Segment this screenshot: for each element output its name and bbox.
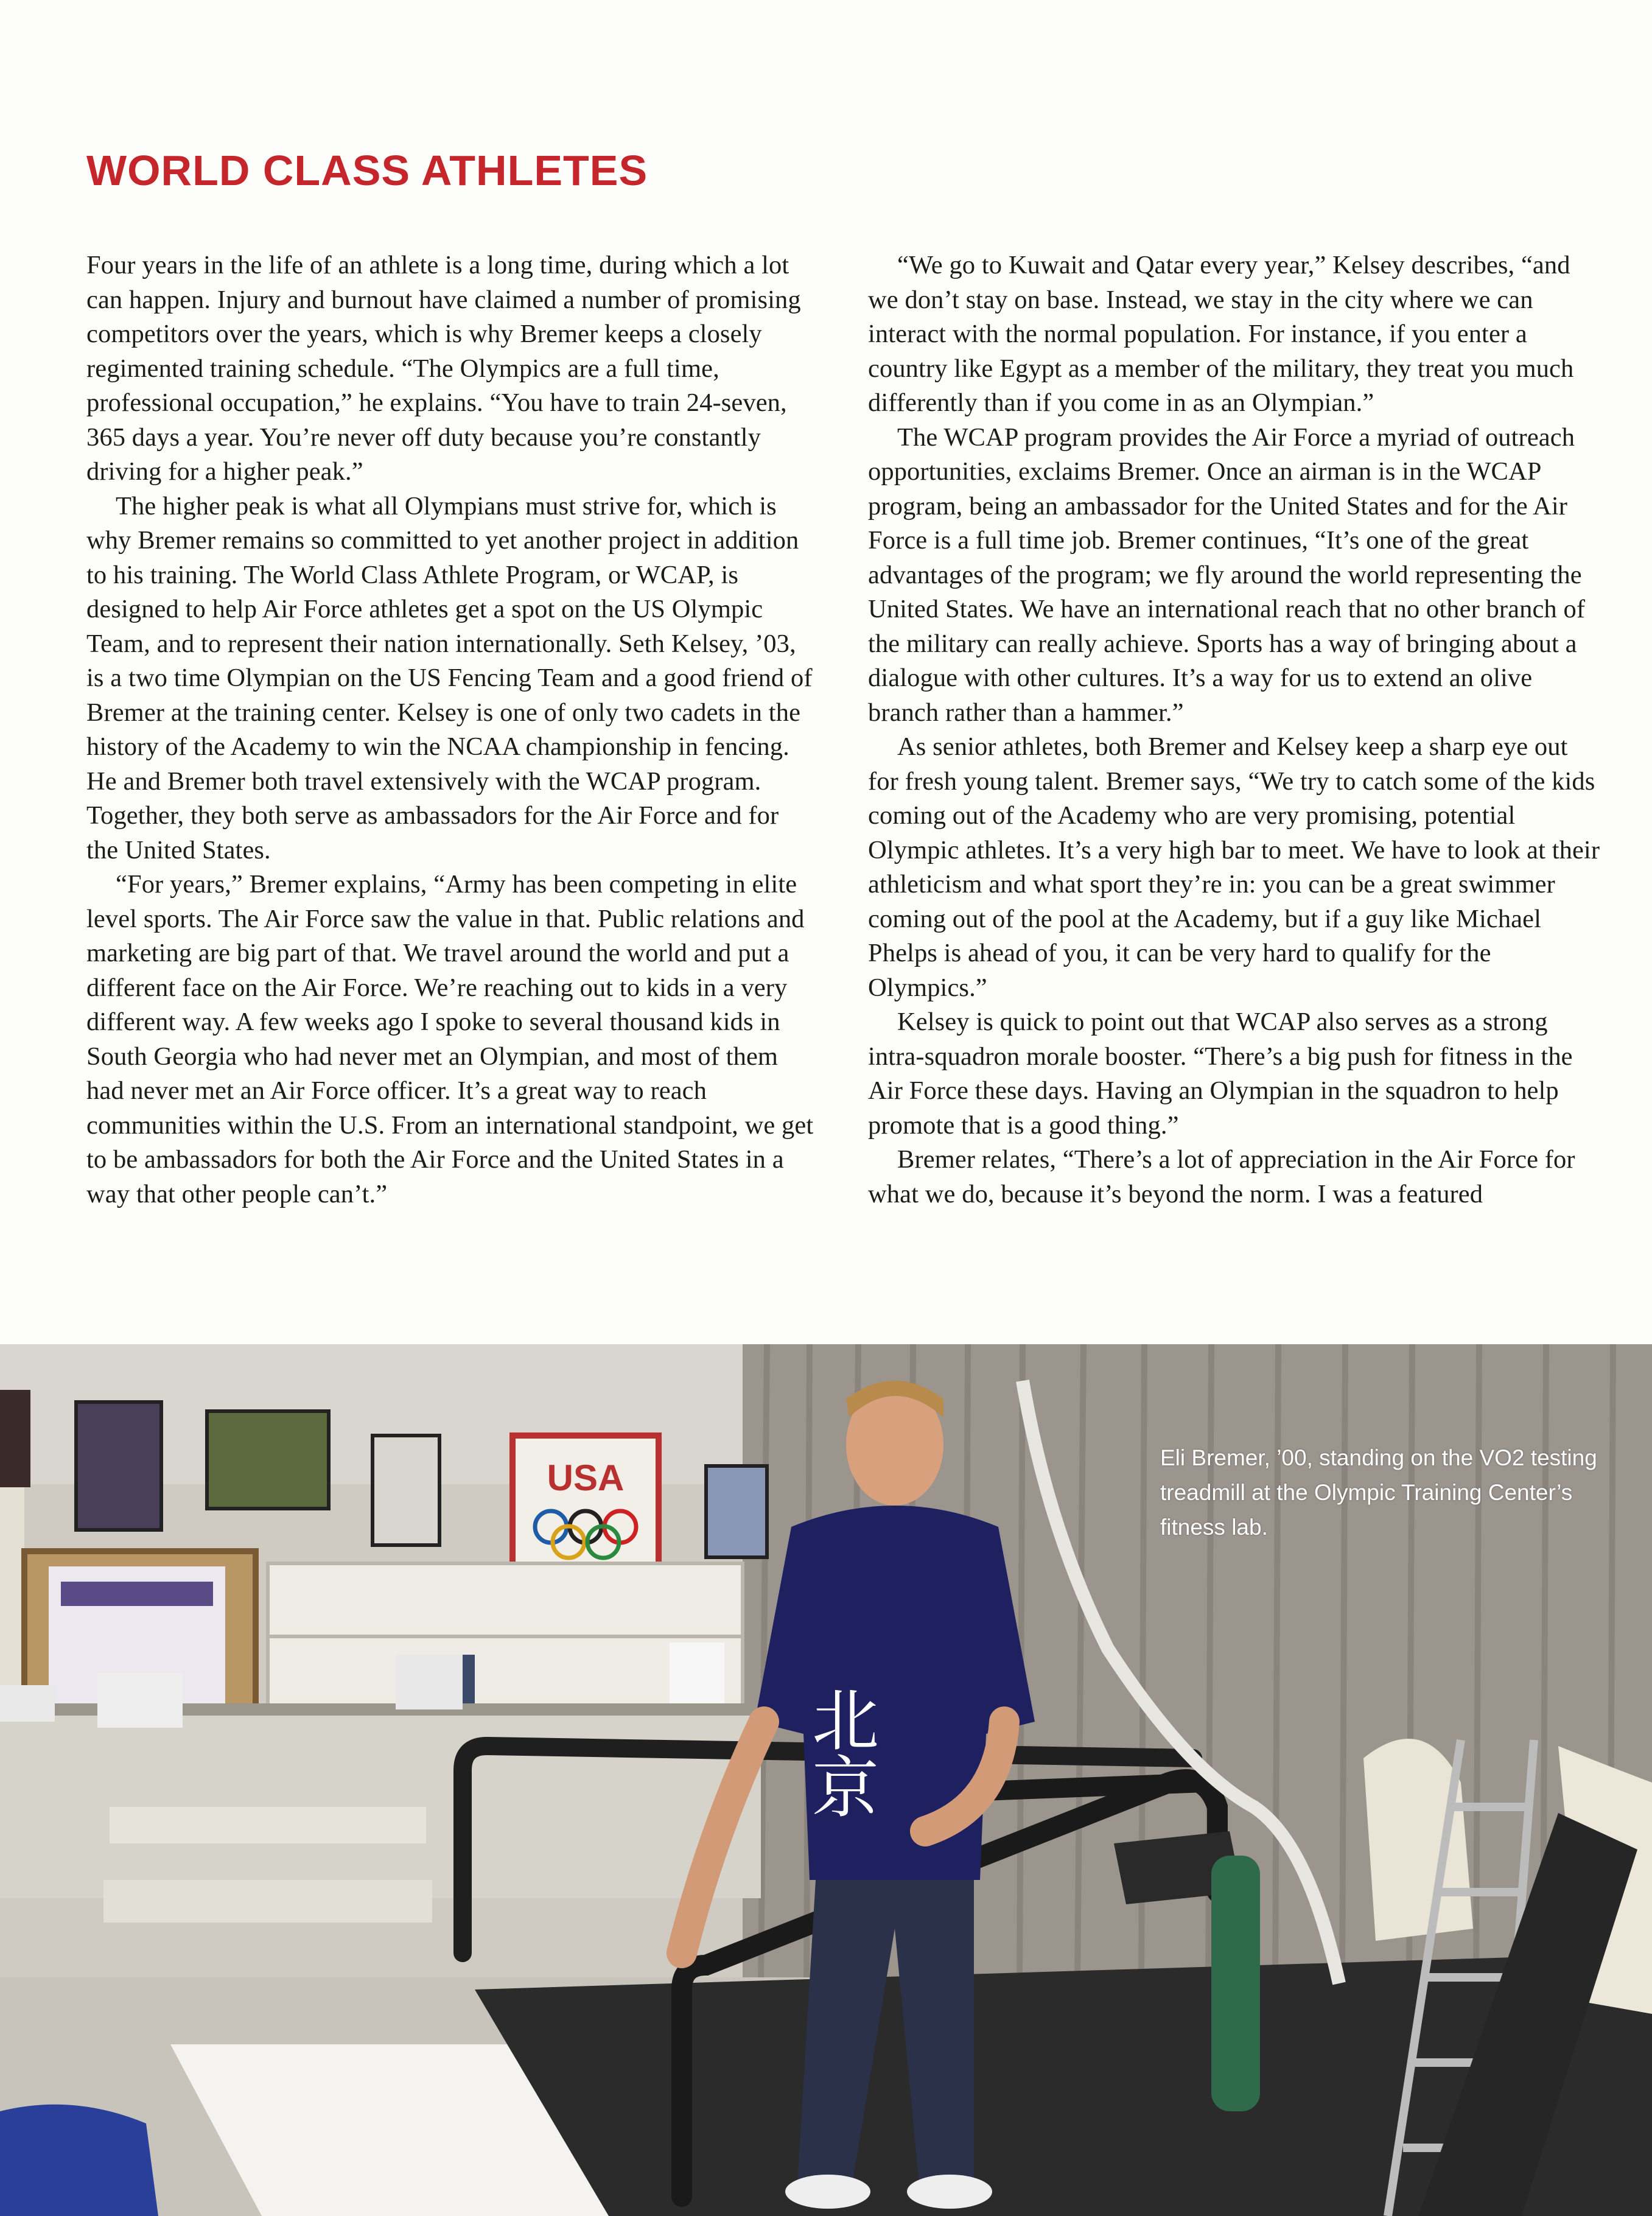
usa-banner-text: USA: [547, 1457, 625, 1498]
paragraph: Bremer relates, “There’s a lot of appreciation in the Air Force for what we do, because it’s beyond the norm. I was a featured: [868, 1145, 1575, 1208]
paragraph: As senior athletes, both Bremer and Kelsey keep a sharp eye out for fresh young talent. Bremer says, “We try to catch some of the kids coming out of the Academy who are very promising, potential Olympic athletes. It’s a very high bar to meet. We have to look at their athleticism and what sport they’re in: you can be a great swimmer coming out of the pool at the Academy, but if a guy like Michael Phelps is ahead of you, it can be very hard to qualify for the Olympics.”: [868, 732, 1600, 1002]
paragraph: The higher peak is what all Olympians must strive for, which is why Bremer remains so committed to yet another project in addition to his training. The World Class Athlete Program, or WCAP, is designed to help Air Force athletes get a spot on the US Olympic Team, and to represent their nation internationally. Seth Kelsey, ’03, is a two time Olympian on the US Fencing Team and a good friend of Bremer at the training center. Kelsey is one of only two cadets in the history of the Academy to win the NCAA championship in fencing. He and Bremer both travel extensively with the WCAP program. Together, they both serve as ambassadors for the Air Force and for the United States.: [86, 491, 813, 864]
paragraph: Kelsey is quick to point out that WCAP also serves as a strong intra-squadron morale booster. “There’s a big push for fitness in the Air Force these days. Having an Olympian in the squadron to help promote that is a good thing.”: [868, 1008, 1573, 1140]
shirt-text: 北京: [801, 1685, 879, 1819]
article-column-right: [868, 248, 1605, 1211]
photo-caption: Eli Bremer, ’00, standing on the VO2 testing treadmill at the Olympic Training Center’s fitness lab.: [1160, 1445, 1597, 1540]
page-title: WORLD CLASS ATHLETES: [86, 147, 648, 194]
paragraph: Four years in the life of an athlete is a long time, during which a lot can happen. Injury and burnout have claimed a number of promising competitors over the years, which is why Bremer keeps a closely regimented training schedule. “The Olympics are a full time, professional occupation,” he explains. “You have to train 24-seven, 365 days a year. You’re never off duty because you’re constantly driving for a higher peak.”: [86, 251, 801, 486]
paragraph: The WCAP program provides the Air Force a myriad of outreach opportunities, exclaims Bremer. Once an airman is in the WCAP program, being an ambassador for the United States and for the Air Force is a full time job. Bremer continues, “It’s one of the great advantages of the program; we fly around the world representing the United States. We have an international reach that no other branch of the military can really achieve. Sports has a way of bringing about a dialogue with other cultures. It’s a way for us to extend an olive branch rather than a hammer.”: [868, 423, 1586, 727]
article-column-left: [86, 248, 817, 1211]
paragraph: “For years,” Bremer explains, “Army has been competing in elite level sports. The Air Force saw the value in that. Public relations and marketing are big part of that. We travel around the world and put a different face on the Air Force. We’re reaching out to kids in a very different way. A few weeks ago I spoke to several thousand kids in South Georgia who had never met an Olympian, and most of them had never met an Air Force officer. It’s a great way to reach communities within the U.S. From an international standpoint, we get to be ambassadors for both the Air Force and the United States in a way that other people can’t.”: [86, 870, 814, 1208]
paragraph: “We go to Kuwait and Qatar every year,” Kelsey describes, “and we don’t stay on base. Instead, we stay in the city where we can interact with the normal population. For instance, if you enter a country like Egypt as a member of the military, they treat you much differently than if you come in as an Olympian.”: [868, 251, 1574, 417]
